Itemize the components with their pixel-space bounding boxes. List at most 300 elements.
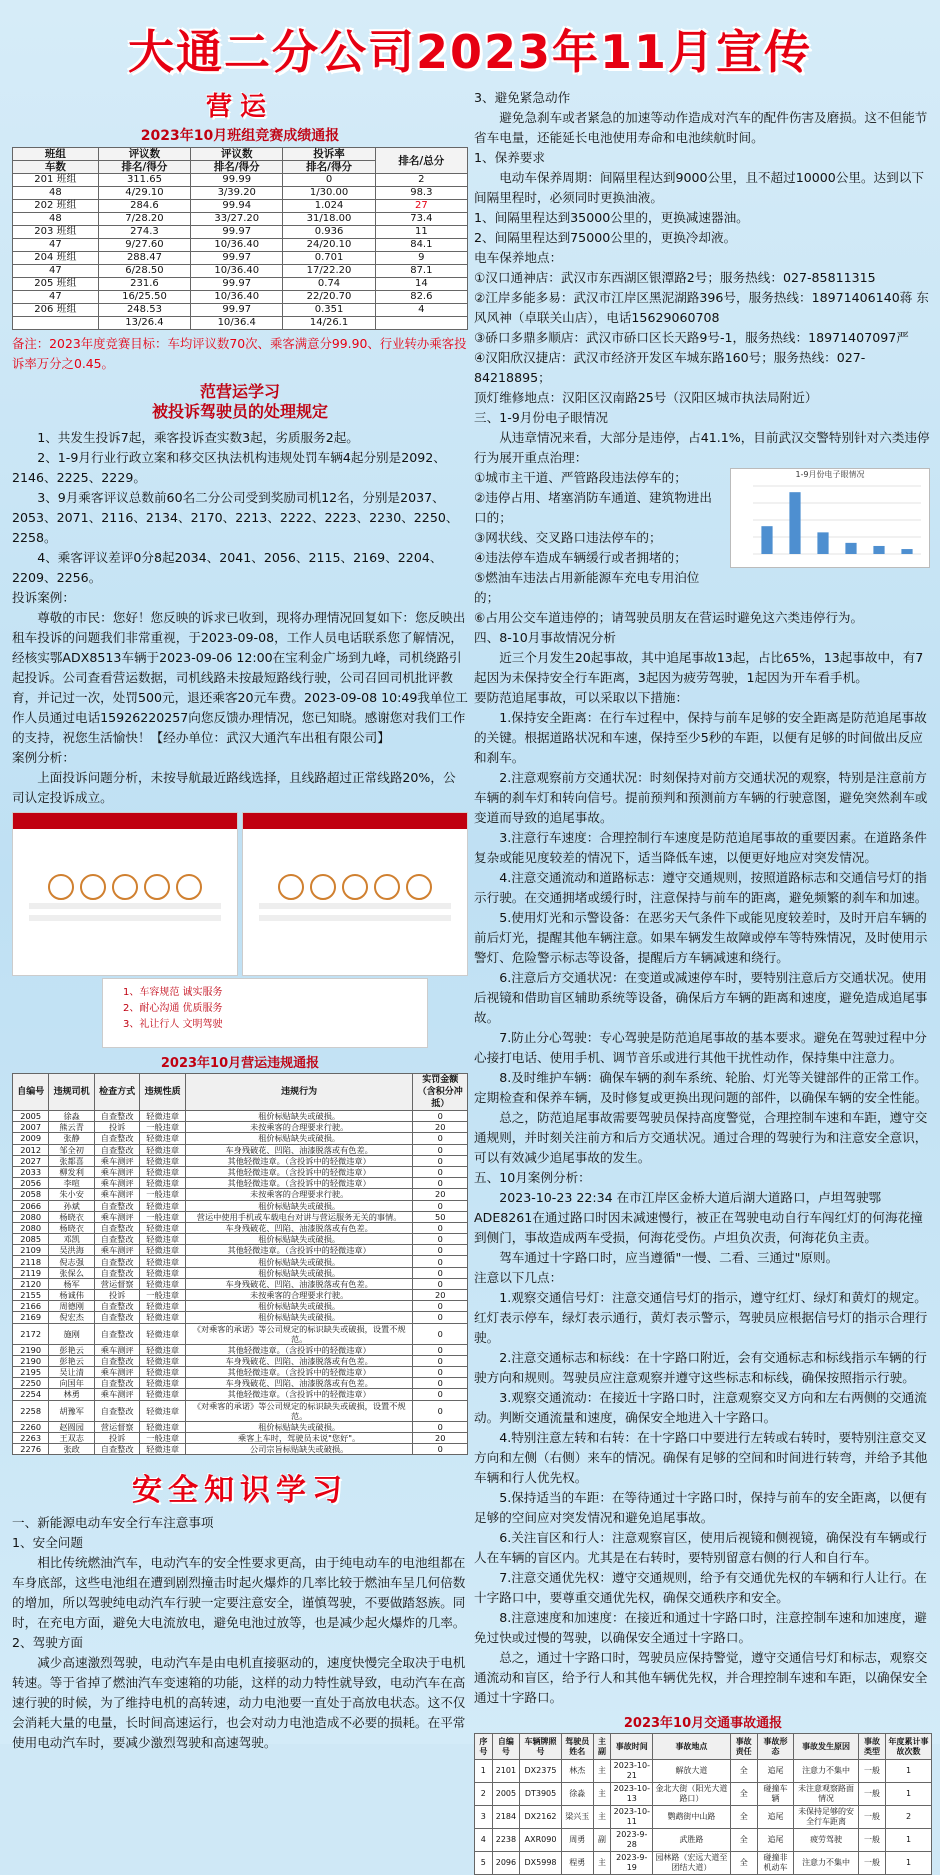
violation-cell: 其他轻微违章。（含投诉中的轻微违章） — [185, 1245, 413, 1256]
prevent-item: 3.注意行车速度：合理控制行车速度是防范追尾事故的重要因素。在道路条件复杂或能见度较差的情况下，适当降低车速，以便更好地应对突发情况。 — [474, 830, 927, 865]
violation-row — [13, 1178, 468, 1189]
maintenance-line: 1、间隔里程达到35000公里的，更换减速器油。 — [474, 210, 749, 225]
violation-cell: 自查整改 — [94, 1256, 140, 1267]
violation-cell: 2254 — [13, 1389, 49, 1400]
violation-cell: 自查整改 — [94, 1267, 140, 1278]
score-cell: 0.351 — [283, 304, 375, 317]
accident-title: 四、8-10月事故情况分析 — [474, 630, 616, 645]
score-subheader-cell: 排名/得分 — [283, 161, 375, 174]
score-header-cell: 评议数 — [191, 148, 283, 161]
violation-cell: 杨军 — [49, 1278, 95, 1289]
violation-cell: 自查整改 — [94, 1378, 140, 1389]
accident-cell: 1 — [886, 1783, 932, 1806]
section-heading-safety: 安全知识学习 — [132, 1473, 348, 1509]
violation-cell: 乘车测评 — [94, 1344, 140, 1355]
violation-row — [13, 1323, 468, 1344]
accident-header-cell: 事故责任 — [730, 1734, 757, 1760]
case-text: 2023-10-23 22:34 在市江岸区金桥大道后湖大道路口，卢坦驾驶鄂ADE8261在通过路口时因未减速慢行，被正在驾驶电动自行车闯红灯的何海花撞到侧门，事故造成两车受损，何海花受伤。卢坦负次责，何海花负主责。 — [474, 1190, 923, 1245]
score-cell: 203 班组 — [13, 226, 99, 239]
violation-cell: 0 — [413, 1234, 468, 1245]
violation-cell: 租价标贴缺失或破损。 — [185, 1111, 413, 1122]
violation-cell: 20 — [413, 1432, 468, 1443]
violation-header-cell: 实罚金额（含积分冲抵） — [413, 1074, 468, 1111]
score-cell: 14 — [375, 278, 467, 291]
score-subheader-cell: 排名/得分 — [191, 161, 283, 174]
violation-cell: 轻微违章 — [140, 1178, 186, 1189]
eye-chart — [730, 468, 930, 568]
violation-cell: 轻微违章 — [140, 1256, 186, 1267]
violation-cell: 0 — [413, 1378, 468, 1389]
score-cell: 99.99 — [191, 174, 283, 187]
score-cell: 2 — [375, 174, 467, 187]
safety-item-4: 减少高速激烈驾驶，电动汽车是由电机直接驱动的，速度快慢完全取决于电机转速。等于省掉了燃油汽车变速箱的功能，这样的动力特性就导致，电动汽车在高速行驶的时候，为了维持电机的高转速，动力电池要一直处于高放电状态。这不仅会消耗大量的电量，长时间高速运行，也会对动力电池造成不必要的损耗。在平常使用电动汽车时，要减少激烈驾驶和高速驾驶。 — [12, 1655, 466, 1751]
score-cell: 27 — [375, 200, 467, 213]
page-title: 大通二分公司2023年11月宣传 — [127, 25, 813, 79]
violation-cell: 轻微违章 — [140, 1166, 186, 1177]
violation-cell: 自查整改 — [94, 1144, 140, 1155]
violation-cell: 一般违章 — [140, 1290, 186, 1301]
accident-cell: 全 — [730, 1806, 757, 1829]
violation-row — [13, 1400, 468, 1421]
violation-cell: 车身残破花、凹陷、油漆脱落或有色差。 — [185, 1378, 413, 1389]
score-cell: 231.6 — [98, 278, 190, 291]
accident-cell: 梁兴玉 — [561, 1806, 593, 1829]
violation-cell: 轻微违章 — [140, 1200, 186, 1211]
violation-cell: 朱小安 — [49, 1189, 95, 1200]
violation-cell: 周德刚 — [49, 1301, 95, 1312]
violation-cell: 2258 — [13, 1400, 49, 1421]
violation-cell: 0 — [413, 1144, 468, 1155]
promo-caption-3: 3、礼让行人 文明驾驶 — [123, 1019, 223, 1030]
violation-row — [13, 1366, 468, 1377]
violation-cell: 营运督察 — [94, 1421, 140, 1432]
score-cell: 31/18.00 — [283, 213, 375, 226]
violation-cell: 张政 — [49, 1443, 95, 1454]
promo-caption-1: 1、车容规范 诚实服务 — [123, 987, 223, 998]
score-row — [13, 291, 468, 304]
summary-paragraph: 2、1-9月行业行政立案和移交区执法机构违规处罚车辆4起分别是2092、2146、2225、2229。 — [12, 450, 446, 485]
violation-header-cell: 违规司机 — [49, 1074, 95, 1111]
score-cell: 33/27.20 — [191, 213, 283, 226]
eye-list-item: ④违法停车造成车辆缓行或者拥堵的； — [474, 550, 687, 565]
score-cell: 99.97 — [191, 252, 283, 265]
violation-cell: 自查整改 — [94, 1301, 140, 1312]
violation-cell: 轻微违章 — [140, 1155, 186, 1166]
violation-cell: 2263 — [13, 1432, 49, 1443]
notice-item: 7.注意交通优先权：遵守交通规则，给予有交通优先权的车辆和行人让行。在十字路口中，要尊重交通优先权，确保交通秩序和安全。 — [474, 1570, 927, 1605]
violation-cell: 熊云青 — [49, 1122, 95, 1133]
violation-cell: 自查整改 — [94, 1312, 140, 1323]
violation-cell: 轻微违章 — [140, 1389, 186, 1400]
accident-cell: 3 — [475, 1806, 493, 1829]
violation-cell: 轻微违章 — [140, 1222, 186, 1233]
notice-item: 1.观察交通信号灯：注意交通信号灯的指示，遵守红灯、绿灯和黄灯的规定。红灯表示停车，绿灯表示通行，黄灯表示警示，驾驶员应根据信号灯的指示合理行驶。 — [474, 1290, 928, 1345]
prevent-item: 1.保持安全距离：在行车过程中，保持与前车足够的安全距离是防范追尾事故的关键。根据道路状况和车速，保持至少5秒的车距，以便有足够的时间做出反应和刹车。 — [474, 710, 927, 765]
violation-cell: 2172 — [13, 1323, 49, 1344]
score-cell: 1/30.00 — [283, 187, 375, 200]
score-cell: 10/36.4 — [191, 317, 283, 330]
accident-cell: DT3905 — [520, 1783, 562, 1806]
accident-cell: 注意力不集中 — [794, 1852, 859, 1875]
violation-cell: 彭艳云 — [49, 1344, 95, 1355]
score-subheader-cell: 车数 — [13, 161, 99, 174]
violation-cell: 投诉 — [94, 1432, 140, 1443]
violation-row — [13, 1290, 468, 1301]
promo-caption-2: 2、耐心沟通 优质服务 — [123, 1003, 223, 1014]
violation-cell: 轻微违章 — [140, 1111, 186, 1122]
violation-cell: 0 — [413, 1323, 468, 1344]
safety-item-3: 2、驾驶方面 — [12, 1635, 83, 1651]
section-title-complaint-rules: 被投诉驾驶员的处理规定 — [151, 402, 328, 421]
section-heading-operation: 营运 — [205, 92, 274, 122]
violation-cell: 施刚 — [49, 1323, 95, 1344]
violation-cell: 徐淼 — [49, 1111, 95, 1122]
accident-row — [475, 1760, 932, 1783]
accident-cell: 程勇 — [561, 1852, 593, 1875]
score-cell: 16/25.50 — [98, 291, 190, 304]
prevent-item: 5.使用灯光和示警设备：在恶劣天气条件下或能见度较差时，及时开启车辆的前后灯光，提醒其他车辆注意。如果车辆发生故障或停车等特殊情况，及时使用示警灯、危险警示标志等设备，提醒后方车辆减速和绕行。 — [474, 910, 928, 965]
score-row — [13, 317, 468, 330]
violation-cell: 投诉 — [94, 1290, 140, 1301]
violation-cell: 0 — [413, 1256, 468, 1267]
violation-cell: 2066 — [13, 1200, 49, 1211]
score-row — [13, 304, 468, 317]
score-cell: 288.47 — [98, 252, 190, 265]
accident-cell: 副 — [593, 1829, 611, 1852]
violation-cell: 其他轻微违章。（含投诉中的轻微违章） — [185, 1155, 413, 1166]
score-cell: 4/29.10 — [98, 187, 190, 200]
violation-cell: 杨晓衣 — [49, 1222, 95, 1233]
violation-cell: 营运督察 — [94, 1278, 140, 1289]
violation-cell: 自查整改 — [94, 1323, 140, 1344]
score-cell: 7/28.20 — [98, 213, 190, 226]
violation-row — [13, 1378, 468, 1389]
accident-cell: DX2375 — [520, 1760, 562, 1783]
accident-cell: 2023-10-21 — [611, 1760, 653, 1783]
violation-cell: 林勇 — [49, 1389, 95, 1400]
score-cell: 48 — [13, 213, 99, 226]
violation-cell: 租价标贴缺失或破损。 — [185, 1133, 413, 1144]
score-cell: 98.3 — [375, 187, 467, 200]
score-cell: 99.97 — [191, 278, 283, 291]
maintenance-line: 顶灯维修地点：汉阳区汉南路25号（汉阳区城市执法局附近） — [474, 390, 818, 405]
accident-cell: 追尾 — [757, 1806, 793, 1829]
score-cell: 99.94 — [191, 200, 283, 213]
violation-cell: 2190 — [13, 1355, 49, 1366]
violation-cell: 租价标贴缺失或破损。 — [185, 1234, 413, 1245]
promo-image-2 — [242, 812, 468, 976]
violation-cell: 乘车测评 — [94, 1178, 140, 1189]
violation-cell: 胡豫军 — [49, 1400, 95, 1421]
accident-row — [475, 1806, 932, 1829]
prevent-list — [474, 708, 932, 1168]
violation-cell: 柳发利 — [49, 1166, 95, 1177]
maintenance-line: 3、避免紧急动作 — [474, 90, 571, 105]
score-cell: 87.1 — [375, 265, 467, 278]
violation-cell: 0 — [413, 1178, 468, 1189]
violation-cell: 乘车测评 — [94, 1366, 140, 1377]
violation-cell: 0 — [413, 1355, 468, 1366]
accident-cell: 林杰 — [561, 1760, 593, 1783]
violation-row — [13, 1122, 468, 1133]
violation-cell: 轻微违章 — [140, 1323, 186, 1344]
violation-cell: 轻微违章 — [140, 1144, 186, 1155]
violation-cell: 轻微违章 — [140, 1133, 186, 1144]
accident-cell: 2023-10-13 — [611, 1783, 653, 1806]
violation-row — [13, 1421, 468, 1432]
accident-cell: 2184 — [492, 1806, 519, 1829]
score-cell: 0 — [283, 174, 375, 187]
maintenance-line: 电车保养地点： — [474, 250, 563, 265]
accident-cell: DX2162 — [520, 1806, 562, 1829]
violation-cell: 轻微违章 — [140, 1400, 186, 1421]
accident-cell: 全 — [730, 1829, 757, 1852]
violation-cell: 乘车测评 — [94, 1155, 140, 1166]
violation-cell: 乘车测评 — [94, 1189, 140, 1200]
violation-cell: 2058 — [13, 1189, 49, 1200]
eye-chart-svg — [731, 480, 931, 568]
analysis-text: 上面投诉问题分析，未按导航最近路线选择，且线路超过正常线路20%，公司认定投诉成立。 — [12, 770, 456, 805]
score-cell: 248.53 — [98, 304, 190, 317]
violation-cell: 公司宗旨标贴缺失或破损。 — [185, 1443, 413, 1454]
maintenance-line: 1、保养要求 — [474, 150, 545, 165]
accident-cell: 园林路（宏远大道至团结大道） — [653, 1852, 730, 1875]
score-cell: 9 — [375, 252, 467, 265]
accident-text: 近三个月发生20起事故，其中追尾事故13起，占比65%，13起事故中，有7起因为未保持安全行车距离，3起因为疲劳驾驶，1起因为开车看手机。 — [474, 650, 924, 685]
score-cell: 9/27.60 — [98, 239, 190, 252]
violation-cell: 车身残破花、凹陷、油漆脱落或有色差。 — [185, 1278, 413, 1289]
summary-paragraph: 4、乘客评议差评0分8起2034、2041、2056、2115、2169、2204、2209、2256。 — [12, 550, 443, 585]
score-row — [13, 174, 468, 187]
violation-row — [13, 1443, 468, 1454]
promo-images — [12, 812, 468, 976]
score-cell — [13, 317, 99, 330]
violation-row — [13, 1278, 468, 1289]
violation-cell: 0 — [413, 1155, 468, 1166]
violation-cell: 0 — [413, 1267, 468, 1278]
cross-intro: 驾车通过十字路口时，应当遵循"一慢、二看、三通过"原则。 — [499, 1250, 839, 1265]
eye-list-item: ⑥占用公交车道违停的；请驾驶员朋友在营运时避免这六类违停行为。 — [474, 610, 864, 625]
maintenance-line: 避免急刹车或者紧急的加速等动作造成对汽车的配件伤害及磨损。这不但能节省车电量，还能延长电池使用寿命和电池续航时间。 — [474, 110, 928, 145]
safety-item-1: 1、安全问题 — [12, 1535, 83, 1551]
violation-row — [13, 1133, 468, 1144]
violation-cell: 租价标贴缺失或破损。 — [185, 1200, 413, 1211]
accident-cell: 武胜路 — [653, 1829, 730, 1852]
violation-cell: 乘车测评 — [94, 1389, 140, 1400]
violation-cell: 2005 — [13, 1111, 49, 1122]
chart-bar — [901, 549, 912, 554]
accident-header-cell: 事故时间 — [611, 1734, 653, 1760]
score-cell: 201 班组 — [13, 174, 99, 187]
promo-image-1 — [12, 812, 238, 976]
accident-cell: 1 — [886, 1852, 932, 1875]
score-cell: 6/28.50 — [98, 265, 190, 278]
accident-cell: 1 — [886, 1760, 932, 1783]
accident-cell: 金北大街（阳光大道路口） — [653, 1783, 730, 1806]
accident-header-cell: 主副 — [593, 1734, 611, 1760]
score-cell: 84.1 — [375, 239, 467, 252]
violation-header-cell: 检查方式 — [94, 1074, 140, 1111]
chart-bar — [761, 526, 772, 554]
violation-cell: 其他轻微违章。（含投诉中的轻微违章） — [185, 1178, 413, 1189]
violation-cell: 未按乘客的合理要求行驶。 — [185, 1189, 413, 1200]
score-cell: 47 — [13, 291, 99, 304]
score-cell: 311.65 — [98, 174, 190, 187]
score-table-title: 2023年10月班组竞赛成绩通报 — [140, 128, 340, 144]
score-cell: 1.024 — [283, 200, 375, 213]
violation-cell: 《对乘客的承诺》等公司规定的标识缺失或破损，设置不规范。 — [185, 1400, 413, 1421]
accident-cell: 未注意观察路面情况 — [794, 1783, 859, 1806]
violation-cell: 轻微违章 — [140, 1267, 186, 1278]
violation-cell: 倪宏杰 — [49, 1312, 95, 1323]
accident-header-cell: 驾驶员姓名 — [561, 1734, 593, 1760]
accident-header-cell: 车辆牌照号 — [520, 1734, 562, 1760]
chart-bar — [817, 532, 828, 554]
accident-cell: 2005 — [492, 1783, 519, 1806]
violation-cell: 租价标贴缺失或破损。 — [185, 1312, 413, 1323]
accident-cell: DX5998 — [520, 1852, 562, 1875]
violation-cell: 张保么 — [49, 1267, 95, 1278]
prevent-item: 6.注意后方交通状况：在变道或减速停车时，要特别注意后方交通状况。使用后视镜和借助盲区辅助系统等设备，确保后方车辆的距离和速度，避免造成追尾事故。 — [474, 970, 928, 1025]
section-title-learning: 范营运学习 — [199, 382, 280, 401]
violation-row — [13, 1166, 468, 1177]
violation-row — [13, 1355, 468, 1366]
violation-cell: 0 — [413, 1312, 468, 1323]
violation-cell: 轻微违章 — [140, 1301, 186, 1312]
score-cell — [375, 317, 467, 330]
prevent-item: 8.及时维护车辆：确保车辆的刹车系统、轮胎、灯光等关键部件的正常工作。定期检查和保养车辆，及时修复或更换出现问题的部件，以确保车辆的安全性能。 — [474, 1070, 928, 1105]
accident-cell: 疲劳驾驶 — [794, 1829, 859, 1852]
score-row — [13, 187, 468, 200]
violation-row — [13, 1222, 468, 1233]
score-header-cell: 排名/总分 — [375, 148, 467, 174]
accident-cell: 1 — [886, 1829, 932, 1852]
notice-item: 2.注意交通标志和标线：在十字路口附近，会有交通标志和标线指示车辆的行驶方向和规则。驾驶员应注意观察并遵守这些标志和标线，确保按照指示行驶。 — [474, 1350, 927, 1385]
violation-cell: 车身残破花、凹陷、油漆脱落或有色差。 — [185, 1222, 413, 1233]
violation-row — [13, 1301, 468, 1312]
violation-cell: 2260 — [13, 1421, 49, 1432]
violation-cell: 2109 — [13, 1245, 49, 1256]
accident-cell: 注意力不集中 — [794, 1760, 859, 1783]
score-header-cell: 班组 — [13, 148, 99, 161]
notice-list — [474, 1288, 932, 1708]
violation-cell: 吴洪海 — [49, 1245, 95, 1256]
violation-row — [13, 1144, 468, 1155]
eye-section — [474, 428, 932, 628]
violation-cell: 0 — [413, 1278, 468, 1289]
violation-cell: 乘车测评 — [94, 1166, 140, 1177]
violation-cell: 2027 — [13, 1155, 49, 1166]
violation-row — [13, 1312, 468, 1323]
violation-cell: 轻微违章 — [140, 1344, 186, 1355]
chart-bar — [873, 546, 884, 554]
score-cell: 0.936 — [283, 226, 375, 239]
violation-cell: 一般违章 — [140, 1432, 186, 1443]
promo-caption-box — [102, 978, 428, 1048]
prevent-item: 总之，防范追尾事故需要驾驶员保持高度警觉，合理控制车速和车距，遵守交通规则，并时刻关注前方和后方交通状况。通过合理的驾驶行为和注意安全意识，可以有效减少追尾事故的发生。 — [474, 1110, 928, 1165]
maintenance-line: 电动车保养周期：间隔里程达到9000公里，且不超过10000公里。达到以下间隔里程时，必须同时更换油液。 — [474, 170, 924, 205]
violation-cell: 轻微违章 — [140, 1245, 186, 1256]
violation-cell: 张静 — [49, 1133, 95, 1144]
accident-cell: 鹦鹉街中山路 — [653, 1806, 730, 1829]
violation-cell: 0 — [413, 1222, 468, 1233]
score-cell: 48 — [13, 187, 99, 200]
accident-cell: 追尾 — [757, 1829, 793, 1852]
violation-cell: 杨晓衣 — [49, 1211, 95, 1222]
analysis-label: 案例分析： — [12, 750, 75, 765]
accident-cell: 周勇 — [561, 1829, 593, 1852]
violation-cell: 0 — [413, 1400, 468, 1421]
score-cell: 274.3 — [98, 226, 190, 239]
chart-bar — [845, 543, 856, 554]
maintenance-line: ②江岸多能多易：武汉市江岸区黑泥湖路396号，服务热线：18971406140蒋 东风风神（卓联关山店），电话15629060708 — [474, 290, 929, 325]
violation-cell: 张都喜 — [49, 1155, 95, 1166]
accident-cell: 追尾 — [757, 1760, 793, 1783]
violation-cell: 轻微违章 — [140, 1366, 186, 1377]
score-cell: 205 班组 — [13, 278, 99, 291]
safety-item-2: 相比传统燃油汽车，电动汽车的安全性要求更高，由于纯电动车的电池组都在车身底部，这些电池组在遭到剧烈撞击时起火爆炸的几率比较于燃油车呈几何倍数的增加，所以驾驶纯电动汽车行驶一定要注意安全，谨慎驾驶，不要做踏怒族。同时，在充电方面，避免大电流放电，避免电池过放等，也是减少起火爆炸的几率。 — [12, 1555, 466, 1631]
accident-cell: 徐淼 — [561, 1783, 593, 1806]
violation-cell: 2080 — [13, 1222, 49, 1233]
violation-row — [13, 1267, 468, 1278]
violation-cell: 2120 — [13, 1278, 49, 1289]
score-row — [13, 278, 468, 291]
score-cell: 10/36.40 — [191, 291, 283, 304]
violation-cell: 向国年 — [49, 1378, 95, 1389]
violation-cell: 一般违章 — [140, 1211, 186, 1222]
eye-list-item: ①城市主干道、严管路段违法停车的； — [474, 470, 687, 485]
accident-cell: 碰撞非机动车 — [757, 1852, 793, 1875]
accident-cell: AXR090 — [520, 1829, 562, 1852]
violation-cell: 自查整改 — [94, 1355, 140, 1366]
accident-cell: 2 — [886, 1806, 932, 1829]
score-cell: 0.701 — [283, 252, 375, 265]
accident-cell: 1 — [475, 1760, 493, 1783]
violation-cell: 2166 — [13, 1301, 49, 1312]
eye-list-item: ②违停占用、堵塞消防车通道、建筑物进出口的； — [474, 490, 712, 525]
prevent-item: 7.防止分心驾驶：专心驾驶是防范追尾事故的基本要求。避免在驾驶过程中分心接打电话、使用手机、调节音乐或进行其他干扰性动作，保持集中注意力。 — [474, 1030, 927, 1065]
violation-cell: 轻微违章 — [140, 1421, 186, 1432]
violation-cell: 2155 — [13, 1290, 49, 1301]
violation-cell: 倪志强 — [49, 1256, 95, 1267]
maintenance-section — [474, 88, 932, 428]
violation-cell: 2056 — [13, 1178, 49, 1189]
violation-cell: 自查整改 — [94, 1133, 140, 1144]
violation-cell: 2012 — [13, 1144, 49, 1155]
score-row — [13, 265, 468, 278]
accident-cell: 一般 — [858, 1783, 885, 1806]
prevent-intro: 要防范追尾事故，可以采取以下措施： — [474, 690, 689, 705]
violation-cell: 孙斌 — [49, 1200, 95, 1211]
eye-list-item: ⑤燃油车违法占用新能源车充电专用泊位的； — [474, 570, 700, 605]
notice-label: 注意以下几点： — [474, 1270, 563, 1285]
score-cell: 284.6 — [98, 200, 190, 213]
violation-cell: 其他轻微违章。（含投诉中的轻微违章） — [185, 1344, 413, 1355]
violation-cell: 轻微违章 — [140, 1278, 186, 1289]
eye-intro: 从违章情况来看，大部分是违停，占41.1%，目前武汉交警特别针对六类违停行为展开重点治理： — [474, 430, 930, 465]
maintenance-line: ①汉口通神店：武汉市东西湖区银潭路2号；服务热线：027-85811315 — [474, 270, 876, 285]
violation-table-title: 2023年10月营运违规通报 — [160, 1056, 320, 1071]
accident-cell: 主 — [593, 1806, 611, 1829]
violation-cell: 20 — [413, 1122, 468, 1133]
violation-row — [13, 1432, 468, 1443]
reply-label: 投诉案例： — [12, 590, 75, 605]
score-cell: 73.4 — [375, 213, 467, 226]
violation-table — [12, 1073, 468, 1455]
accident-header-cell: 序号 — [475, 1734, 493, 1760]
violation-cell: 李喧 — [49, 1178, 95, 1189]
violation-cell: 2033 — [13, 1166, 49, 1177]
